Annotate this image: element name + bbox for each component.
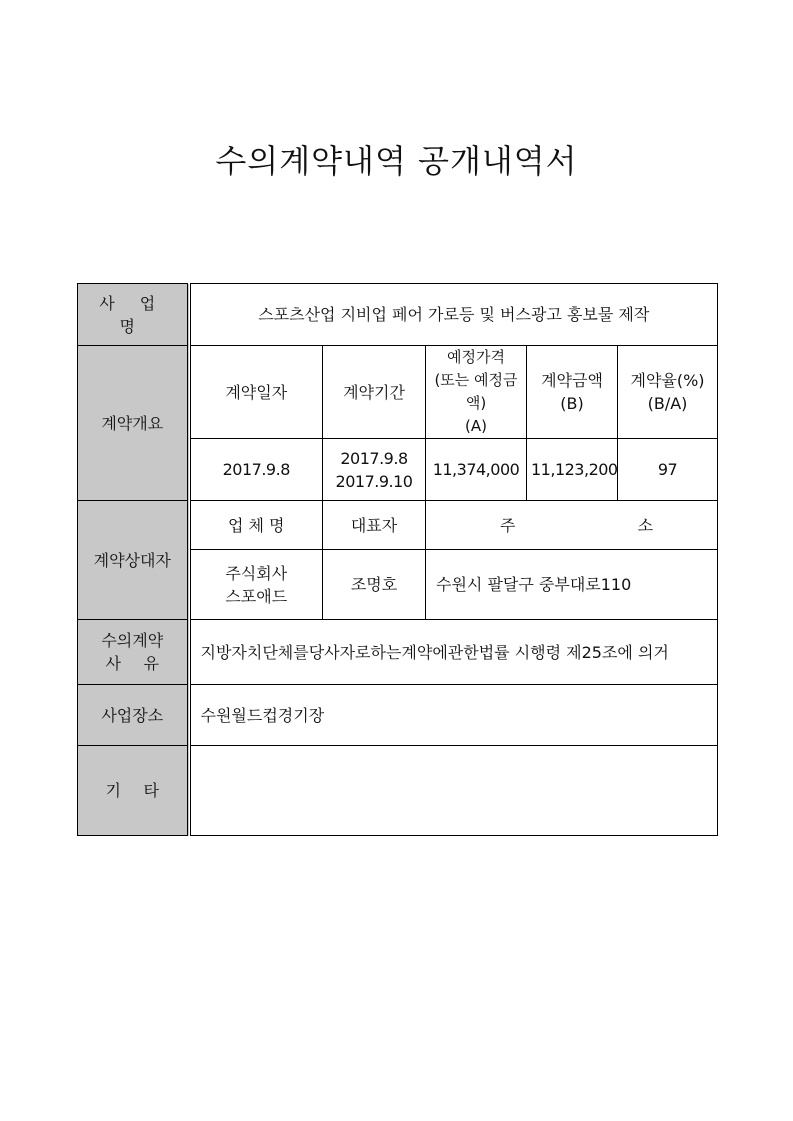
estimated-price: 11,374,000: [426, 439, 527, 501]
other-row: [78, 746, 718, 836]
overview-header-row: [78, 346, 718, 439]
header-contract-rate: [618, 346, 718, 439]
contract-rate: 97: [618, 439, 718, 501]
header-contract-period: 계약기간: [323, 346, 426, 439]
header-estimate-line1: 예정가격: [447, 348, 505, 366]
reason-text: 지방자치단체를당사자로하는계약에관한법률 시행령 제25조에 의거: [189, 620, 718, 685]
counterparty-header-row: [78, 501, 718, 550]
reason-label: [78, 620, 189, 685]
project-label: 사 업 명: [78, 284, 189, 346]
reason-row: [78, 620, 718, 685]
other-label-b: 타: [143, 781, 159, 800]
representative: 조명호: [323, 550, 426, 620]
counterparty-label: 계약상대자: [78, 501, 189, 620]
location-row: [78, 685, 718, 746]
header-representative: 대표자: [323, 501, 426, 550]
other-label-a: 기: [105, 781, 121, 800]
page-title: 수의계약내역 공개내역서: [215, 142, 578, 180]
reason-label-b: 유: [143, 654, 159, 673]
header-rate-line1: 계약율(%): [630, 371, 705, 390]
contract-period: [323, 439, 426, 501]
other-value: [189, 746, 718, 836]
header-company: 업 체 명: [189, 501, 323, 550]
other-label: [78, 746, 189, 836]
header-estimate: [426, 346, 527, 439]
contract-amount: 11,123,200: [527, 439, 618, 501]
location-value: 수원월드컵경기장: [189, 685, 718, 746]
header-contract-amount: [527, 346, 618, 439]
header-address-b: 소: [637, 515, 654, 535]
header-address-a: 주: [500, 515, 516, 535]
address: 수원시 팔달구 중부대로110: [426, 550, 718, 620]
company-name-line2: 스포애드: [225, 586, 288, 606]
reason-label-line1: 수의계약: [101, 631, 164, 650]
contract-table: [77, 283, 718, 836]
header-contract-date: 계약일자: [189, 346, 323, 439]
overview-label: 계약개요: [78, 346, 189, 501]
reason-label-a: 사: [105, 654, 121, 673]
company-name: [189, 550, 323, 620]
company-name-line1: 주식회사: [225, 563, 288, 583]
header-estimate-line2: (또는 예정금액): [434, 371, 518, 412]
project-name: 스포츠산업 지비업 페어 가로등 및 버스광고 홍보물 제작: [189, 284, 718, 346]
header-rate-line2: (B/A): [647, 394, 688, 413]
contract-date: 2017.9.8: [189, 439, 323, 501]
location-label: 사업장소: [78, 685, 189, 746]
header-amount-line1: 계약금액: [541, 371, 603, 390]
period-end: 2017.9.10: [335, 471, 413, 491]
header-estimate-line3: (A): [465, 417, 487, 435]
project-row: [78, 284, 718, 346]
header-address: [426, 501, 718, 550]
header-amount-line2: (B): [560, 394, 584, 413]
period-start: 2017.9.8: [340, 448, 408, 468]
